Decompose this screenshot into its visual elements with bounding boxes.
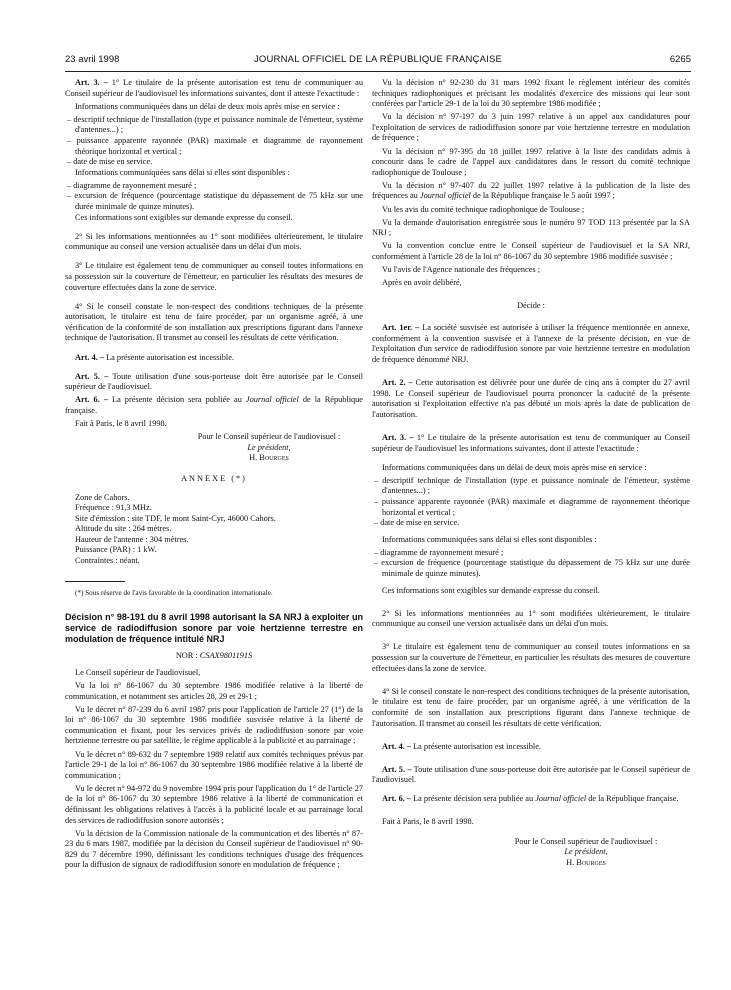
vu-paragraph: Vu la décision n° 97-407 du 22 juillet 1997 relative à la publication de la liste des fréquences au Journal officiel de la République française le 5 août 1997 ;	[372, 180, 690, 201]
signature-name: H. Bourges	[249, 453, 289, 463]
vu-paragraph: Vu la convention conclue entre le Conseil supérieur de l'audiovisuel et la SA NRJ, conformément à l'article 28 de la loi n° 86-1067 du 30 septembre 1986 modifiée susvisée ;	[372, 241, 690, 261]
vu-paragraph: Vu la loi n° 86-1067 du 30 septembre 1986 modifiée relative à la liberté de communication, et notamment ses articles 28, 29 et 29-1 ;	[65, 680, 363, 701]
annex-item: Altitude du site : 264 mètres.	[75, 524, 172, 534]
paragraph: 3° Le titulaire est également tenu de communiquer au conseil toutes informations en sa possession sur la couverture de l'émetteur, en particulier les résultats des mesures de couverture effectuées dans la zone de service.	[65, 261, 363, 292]
signature-role: Le président,	[247, 442, 291, 452]
signature-for: Pour le Conseil supérieur de l'audiovisuel :	[514, 836, 658, 846]
list-item: – descriptif technique de l'installation (type et puissance nominale de l'émetteur, système d'antennes...) ;	[67, 114, 363, 135]
article-6: Art. 6. – La présente décision sera publiée au Journal officiel de la République française.	[65, 395, 363, 415]
vu-paragraph: Vu la décision n° 97-197 du 3 juin 1997 relative à un appel aux candidatures pour l'exploitation de services de radiodiffusion sonore par voie hertzienne terrestre en modulation de fréquence ;	[372, 112, 690, 143]
journal-title: JOURNAL OFFICIEL DE LA RÉPUBLIQUE FRANÇAISE	[253, 54, 503, 65]
paragraph: Ces informations sont exigibles sur demande expresse du conseil.	[382, 585, 600, 595]
article-4: Art. 4. – La présente autorisation est incessible.	[75, 352, 234, 362]
annex-title: ANNEXE (*)	[181, 473, 247, 483]
header-date: 23 avril 1998	[65, 54, 120, 65]
decide-heading: Décide :	[517, 300, 545, 310]
list-item: – puissance apparente rayonnée (PAR) maximale et diagramme de rayonnement théorique horizontal et vertical ;	[374, 497, 690, 517]
page-number: 6265	[669, 54, 691, 65]
list-item: – puissance apparente rayonnée (PAR) maximale et diagramme de rayonnement théorique horizontal et vertical ;	[67, 135, 363, 156]
annex-item: Fréquence : 91,3 MHz.	[75, 503, 152, 513]
article-5: Art. 5. – Toute utilisation d'une sous-porteuse doit être autorisée par le Conseil supérieur de l'audiovisuel.	[65, 371, 363, 392]
vu-paragraph: Après en avoir délibéré,	[382, 278, 462, 288]
decision-title: Décision n° 98-191 du 8 avril 1998 autorisant la SA NRJ à exploiter un service de radiodiffusion sonore par voie hertzienne terrestre en modulation de fréquence intitulé NRJ	[65, 612, 363, 645]
header-rule	[65, 71, 691, 72]
paragraph: Ces informations sont exigibles sur demande expresse du conseil.	[75, 212, 293, 222]
vu-paragraph: Vu le décret n° 87-239 du 6 avril 1987 pris pour l'application de l'article 27 (1°) de la loi n° 86-1067 du 30 septembre 1986 modifiée susvisée relative à la liberté de communication et fixant, pour les services privés de radiodiffusion sonore par voie hertzienne terrestre ou par satellite, le régime applicable à la publicité et au parrainage ;	[65, 704, 363, 746]
list-item: – date de mise en service.	[67, 157, 153, 167]
article-4: Art. 4. – La présente autorisation est incessible.	[382, 741, 541, 751]
list-item: – excursion de fréquence (pourcentage statistique du dépassement de 75 kHz sur une durée minimale de quinze minutes).	[374, 558, 690, 579]
annex-item: Hauteur de l'antenne : 304 mètres.	[75, 534, 189, 544]
page-header	[65, 54, 691, 68]
info-delay-heading: Informations communiquées dans un délai de deux mois après mise en service :	[382, 462, 647, 472]
list-item: – descriptif technique de l'installation (type et puissance nominale de l'émetteur, système d'antennes...) ;	[374, 475, 690, 496]
signature-date: Fait à Paris, le 8 avril 1998.	[75, 419, 167, 429]
annex-item: Puissance (PAR) : 1 kW.	[75, 545, 157, 555]
paragraph: 4° Si le conseil constate le non-respect des conditions techniques de la présente autorisation, le titulaire est tenu de faire procéder, par un organisme agréé, à une vérification de la conformité de son installation aux prescriptions figurant dans l'annexe technique de l'autorisation. Il transmet au conseil les résultats de cette vérification.	[372, 686, 690, 728]
info-nodelay-heading: Informations communiquées sans délai si elles sont disponibles :	[382, 534, 597, 544]
left-column	[65, 78, 363, 874]
vu-paragraph: Vu la décision de la Commission nationale de la communication et des libertés n° 87-23 du 6 mars 1987, modifiée par la décision du Conseil supérieur de l'audiovisuel n° 90-829 du 7 décembre 1990, définissant les conditions techniques d'usage des fréquences pour la diffusion de signaux de radiodiffusion sonore en modulation de fréquence ;	[65, 828, 363, 870]
paragraph: 3° Le titulaire est également tenu de communiquer au conseil toutes informations en sa possession sur la couverture de l'émetteur, en particulier les résultats des mesures de couverture effectuées dans la zone de service.	[372, 642, 690, 673]
vu-paragraph: Vu la décision n° 92-230 du 31 mars 1992 fixant le règlement intérieur des comités techniques radiophoniques et précisant les modalités d'exercice des missions qui leur sont conférées par l'article 29-1 de la loi du 30 septembre 1986 modifiée ;	[372, 78, 690, 109]
nor-reference: NOR : CSAX9801191S	[175, 651, 253, 661]
annex-item: Site d'émission : site TDF, le mont Saint-Cyr, 46000 Cahors.	[75, 513, 276, 523]
article-2: Art. 2. – Cette autorisation est délivrée pour une durée de cinq ans à compter du 27 avril 1998. Le Conseil supérieur de l'audiovisuel pourra prononcer la caducité de la présente autorisation si l'exploitation effective n'a pas débuté un mois après la date de publication de l'autorisation.	[372, 378, 690, 419]
paragraph: 2° Si les informations mentionnées au 1° sont modifiées ultérieurement, le titulaire communique au conseil une version actualisée dans un délai d'un mois.	[372, 608, 690, 629]
list-item: – diagramme de rayonnement mesuré ;	[374, 547, 504, 557]
signature-for: Pour le Conseil supérieur de l'audiovisuel :	[197, 432, 341, 442]
info-delay-heading: Informations communiquées dans un délai de deux mois après mise en service :	[75, 101, 340, 111]
paragraph: 2° Si les informations mentionnées au 1° sont modifiées ultérieurement, le titulaire communique au conseil une version actualisée dans un délai d'un mois.	[65, 231, 363, 252]
footnote-rule	[65, 581, 125, 582]
footnote: (*) Sous réserve de l'avis favorable de la coordination internationale.	[75, 588, 273, 597]
paragraph: 4° Si le conseil constate le non-respect des conditions techniques de la présente autorisation, le titulaire est tenu de faire procéder, par un organisme agréé, à une vérification de la conformité de son installation aux prescriptions figurant dans l'annexe technique de l'autorisation. Il transmet au conseil les résultats de cette vérification.	[65, 301, 363, 343]
annex-item: Zone de Cahors.	[75, 492, 130, 502]
list-item: – date de mise en service.	[374, 518, 460, 528]
signature-date: Fait à Paris, le 8 avril 1998.	[382, 817, 474, 827]
article-3: Art. 3. – 1° Le titulaire de la présente autorisation est tenu de communiquer au Conseil supérieur de l'audiovisuel les informations suivantes, dont il atteste l'exactitude :	[65, 78, 364, 98]
vu-paragraph: Vu le décret n° 89-632 du 7 septembre 1989 relatif aux comités techniques prévus par l'article 29-1 de la loi n° 86-1067 du 30 septembre 1986 modifiée relative à la liberté de communication ;	[65, 749, 363, 780]
right-column	[372, 78, 690, 868]
vu-paragraph: Vu le décret n° 94-972 du 9 novembre 1994 pris pour l'application du 1° de l'article 27 de la loi n° 86-1067 du 30 septembre 1986 relative à la liberté de communication et définissant les obligations relatives à l'accès à la publicité locale et au parrainage local des services de radiodiffusion sonore autorisés ;	[65, 783, 363, 825]
annex-item: Contraintes : néant.	[75, 556, 140, 566]
article-5: Art. 5. – Toute utilisation d'une sous-porteuse doit être autorisée par le Conseil supérieur de l'audiovisuel.	[372, 764, 691, 785]
vu-paragraph: Vu la demande d'autorisation enregistrée sous le numéro 97 TOD 113 présentée par la SA NRJ ;	[372, 217, 690, 238]
vu-paragraph: Vu la décision n° 97-395 du 18 juillet 1997 relative à la liste des candidats admis à concourir dans le cadre de l'appel aux candidatures dans le ressort du comité technique radiophonique de Toulouse ;	[372, 146, 690, 177]
article-6: Art. 6. – La présente décision sera publiée au Journal officiel de la République française.	[382, 794, 679, 804]
paragraph: Le Conseil supérieur de l'audiovisuel,	[75, 667, 201, 677]
signature-role: Le président,	[564, 847, 608, 857]
article-1: Art. 1er. – La société susvisée est autorisée à utiliser la fréquence mentionnée en annexe, conformément à la convention susvisée et à l'annexe de la présente décision, en vue de l'exploitation d'un service de radiodiffusion sonore par voie hertzienne terrestre en modulation de fréquence dénommé NRJ.	[372, 323, 691, 365]
vu-paragraph: Vu l'avis de l'Agence nationale des fréquences ;	[382, 265, 540, 274]
vu-paragraph: Vu les avis du comité technique radiophonique de Toulouse ;	[382, 204, 585, 214]
list-item: – excursion de fréquence (pourcentage statistique du dépassement de 75 kHz sur une durée minimale de quinze minutes).	[67, 191, 363, 212]
list-item: – diagramme de rayonnement mesuré ;	[67, 180, 197, 190]
info-nodelay-heading: Informations communiquées sans délai si elles sont disponibles :	[75, 167, 290, 177]
article-3: Art. 3. – 1° Le titulaire de la présente autorisation est tenu de communiquer au Conseil supérieur de l'audiovisuel les informations suivantes, dont il atteste l'exactitude :	[372, 433, 690, 453]
signature-name: H. Bourges	[566, 857, 606, 867]
